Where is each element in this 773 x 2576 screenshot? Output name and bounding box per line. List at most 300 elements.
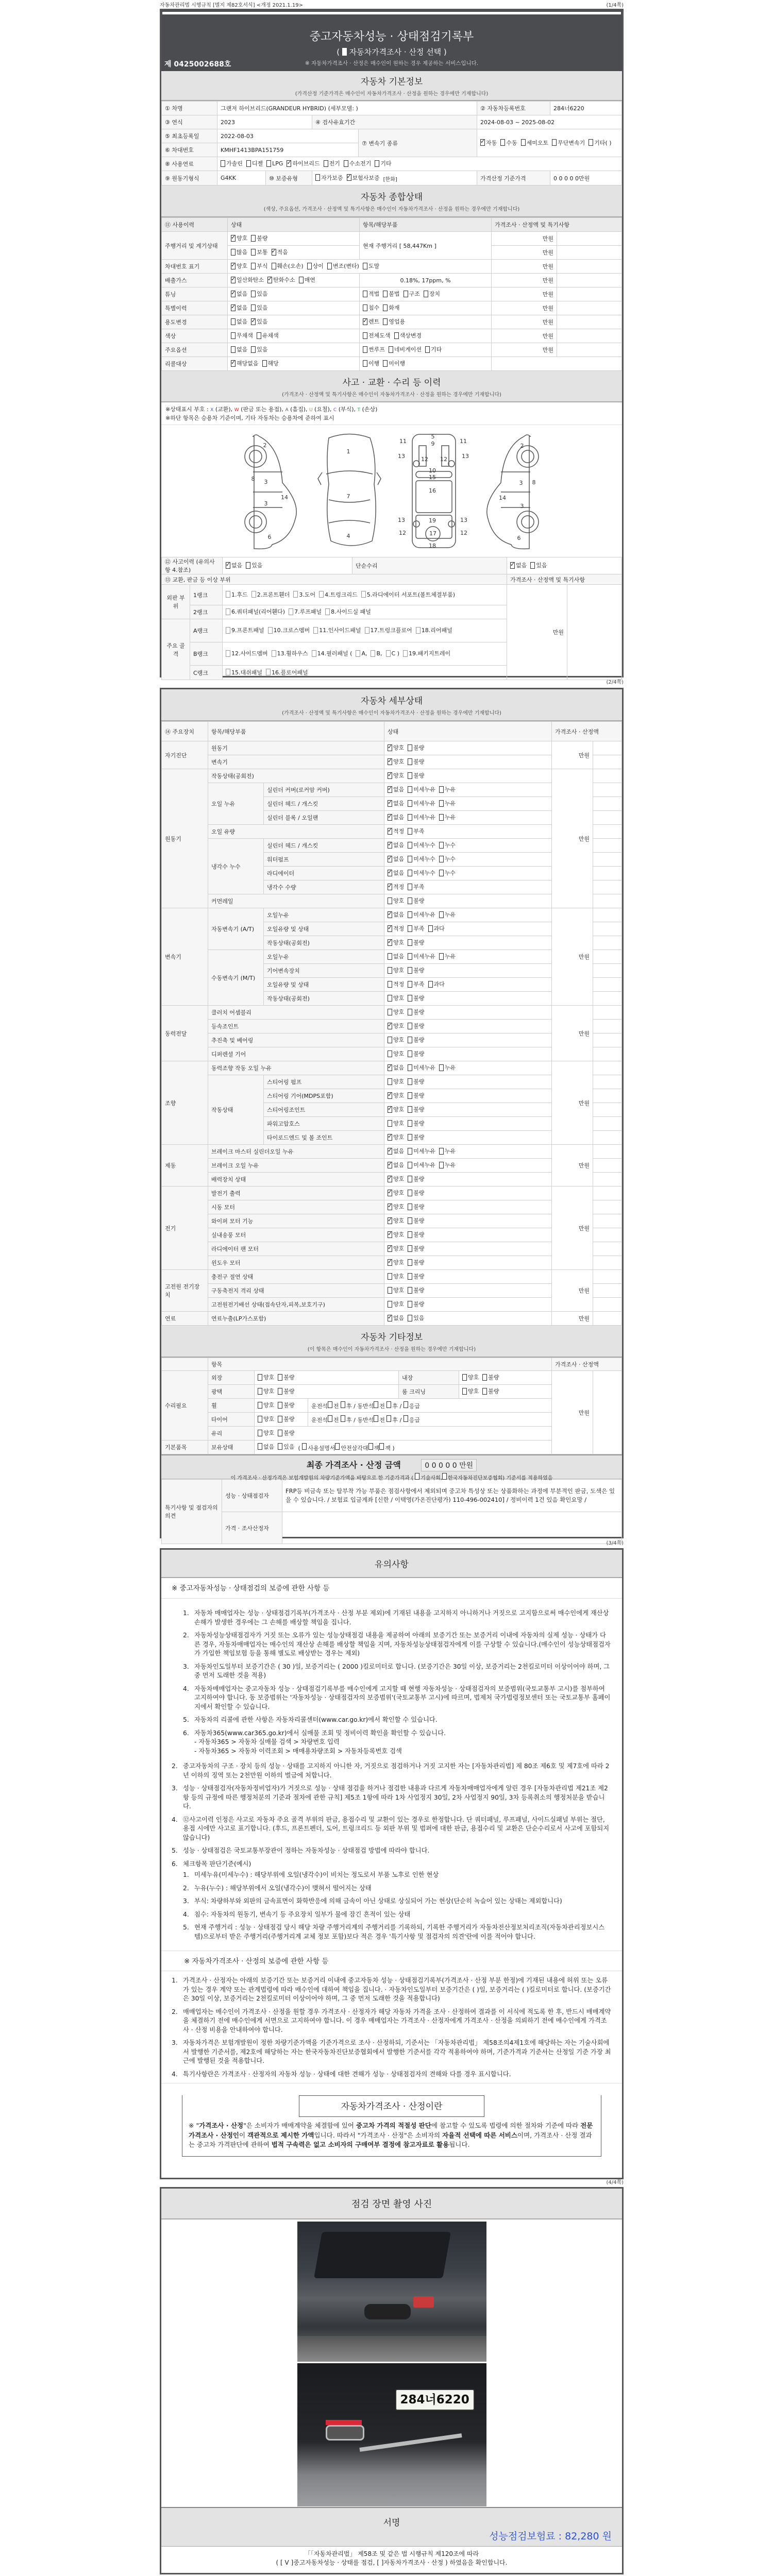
checkbox[interactable] — [408, 1009, 412, 1015]
option[interactable]: 기타( ) — [589, 139, 611, 147]
option[interactable]: 과다 — [428, 980, 445, 988]
option[interactable]: 불량 — [408, 896, 424, 905]
option[interactable]: 양호 — [388, 1119, 404, 1127]
option[interactable]: 양호 — [388, 1286, 404, 1294]
checkbox[interactable] — [368, 1443, 373, 1450]
checkbox[interactable] — [425, 346, 430, 353]
checkbox[interactable] — [408, 786, 412, 793]
checkbox[interactable] — [278, 1416, 282, 1422]
checkbox[interactable] — [408, 911, 412, 918]
option[interactable]: 양호 — [258, 1401, 274, 1409]
option[interactable]: ✓ 양호 — [388, 1202, 404, 1211]
checkbox[interactable] — [403, 650, 408, 657]
checkbox[interactable] — [439, 800, 444, 807]
checkbox[interactable] — [408, 981, 412, 988]
checkbox[interactable] — [386, 1401, 391, 1408]
checkbox[interactable] — [251, 249, 256, 256]
option[interactable]: ✓ 없음 — [226, 561, 242, 569]
option[interactable]: ✓ 양호 — [388, 1230, 404, 1239]
option[interactable]: ✓ 양호 — [388, 743, 404, 752]
option[interactable]: 불량 — [408, 1244, 424, 1252]
checkbox[interactable] — [289, 608, 293, 615]
option[interactable]: ✓ 하이브리드 — [287, 159, 320, 167]
option[interactable]: 수동 — [500, 139, 517, 147]
checkbox[interactable] — [388, 897, 392, 904]
option[interactable]: 미세누수 — [408, 869, 435, 877]
option[interactable]: ✓ 없음 — [388, 1147, 404, 1155]
option[interactable]: ✓ 없음 — [388, 869, 404, 877]
checkbox[interactable] — [408, 814, 412, 821]
checkbox[interactable] — [386, 650, 391, 657]
option[interactable]: 장치 — [424, 290, 440, 298]
checkbox[interactable] — [374, 1415, 378, 1422]
option[interactable]: 양호 — [258, 1387, 274, 1395]
option[interactable]: ✓ 적음 — [272, 248, 288, 256]
option[interactable]: 14.필러패널 ( — [312, 649, 352, 657]
checkbox[interactable] — [374, 1401, 378, 1408]
checkbox[interactable] — [315, 174, 320, 181]
checkbox[interactable] — [408, 1315, 412, 1321]
option[interactable]: 불량 — [408, 1091, 424, 1099]
checkbox[interactable] — [415, 1473, 419, 1480]
checkbox[interactable] — [371, 650, 375, 657]
checkbox[interactable] — [408, 1259, 412, 1266]
checkbox[interactable] — [231, 263, 236, 269]
checkbox[interactable] — [383, 304, 388, 311]
option[interactable]: 불량 — [408, 994, 424, 1002]
option[interactable]: 유채색 — [257, 331, 279, 340]
checkbox[interactable] — [231, 277, 236, 283]
option[interactable]: 불량 — [408, 1119, 424, 1127]
checkbox[interactable] — [231, 346, 236, 353]
checkbox[interactable] — [389, 346, 393, 353]
checkbox[interactable] — [388, 1287, 392, 1294]
price-survey-checkbox[interactable] — [342, 48, 347, 56]
checkbox[interactable] — [231, 360, 236, 367]
checkbox[interactable] — [299, 277, 304, 283]
checkbox[interactable] — [365, 627, 369, 634]
checkbox[interactable] — [258, 1430, 262, 1436]
option[interactable]: 10.크로스멤버 — [268, 626, 310, 634]
checkbox[interactable] — [231, 332, 236, 339]
checkbox[interactable] — [394, 332, 399, 339]
checkbox[interactable] — [278, 1374, 282, 1381]
checkbox[interactable] — [388, 1064, 392, 1071]
checkbox[interactable] — [386, 1415, 391, 1422]
option[interactable]: 불량 — [278, 1429, 294, 1437]
option[interactable]: 8.사이드실 패널 — [325, 607, 371, 616]
checkbox[interactable] — [408, 1078, 412, 1085]
checkbox[interactable] — [589, 139, 593, 146]
checkbox[interactable] — [231, 235, 236, 242]
option[interactable]: 기타 — [425, 345, 442, 353]
option[interactable]: 과다 — [428, 924, 445, 933]
option[interactable]: 17.트렁크플로어 — [365, 626, 412, 634]
checkbox[interactable] — [257, 332, 261, 339]
checkbox[interactable] — [363, 346, 367, 353]
option[interactable]: 없음 — [388, 952, 404, 960]
checkbox[interactable] — [278, 1388, 282, 1395]
option[interactable]: 양호 — [462, 1387, 479, 1395]
checkbox[interactable] — [408, 1148, 412, 1155]
option[interactable]: 있음 — [251, 303, 267, 312]
option[interactable]: 2.프론트휀더 — [251, 590, 290, 599]
checkbox[interactable] — [388, 786, 392, 793]
checkbox[interactable] — [251, 291, 256, 297]
option[interactable]: 12.사이드멤버 — [226, 649, 268, 657]
checkbox[interactable] — [500, 139, 505, 146]
option[interactable]: 불량 — [408, 1077, 424, 1086]
option[interactable]: ✓ 양호 — [388, 1091, 404, 1099]
option[interactable]: 이행 — [363, 359, 379, 367]
option[interactable]: ✓ 양호 — [231, 262, 247, 270]
option[interactable]: 양호 — [388, 1049, 404, 1058]
option[interactable]: 9.프론트패널 — [226, 626, 264, 634]
checkbox[interactable] — [312, 650, 316, 657]
checkbox[interactable] — [388, 981, 392, 988]
checkbox[interactable] — [480, 139, 485, 146]
checkbox[interactable] — [408, 1023, 412, 1029]
checkbox[interactable] — [408, 800, 412, 807]
option[interactable]: 11.인사이드패널 — [313, 626, 361, 634]
checkbox[interactable] — [408, 828, 412, 835]
option[interactable]: LPG — [266, 160, 283, 167]
option[interactable]: ✓ 양호 — [388, 1189, 404, 1197]
option[interactable]: 침수 — [363, 303, 379, 312]
checkbox[interactable] — [408, 1134, 412, 1141]
checkbox[interactable] — [251, 263, 256, 269]
checkbox[interactable] — [462, 1374, 467, 1381]
checkbox[interactable] — [388, 1162, 392, 1168]
option[interactable]: 많음 — [231, 248, 247, 256]
option[interactable]: 미세누유 — [408, 1147, 435, 1155]
option[interactable]: B, — [371, 650, 382, 657]
checkbox[interactable] — [388, 856, 392, 862]
option[interactable]: 불량 — [251, 234, 267, 242]
checkbox[interactable] — [388, 772, 392, 779]
option[interactable]: 불량 — [408, 743, 424, 752]
checkbox[interactable] — [356, 650, 360, 657]
option[interactable]: 불량 — [408, 1105, 424, 1113]
option[interactable]: 부족 — [408, 883, 424, 891]
option[interactable]: 16.플로어패널 — [266, 668, 308, 676]
checkbox[interactable] — [258, 1443, 262, 1450]
option[interactable]: ✓ 없음 — [388, 785, 404, 793]
option[interactable]: 불량 — [408, 771, 424, 779]
checkbox[interactable] — [231, 304, 236, 311]
checkbox[interactable] — [388, 800, 392, 807]
option[interactable]: 13.휠하우스 — [272, 649, 308, 657]
option[interactable]: 있음 — [278, 1443, 294, 1451]
checkbox[interactable] — [267, 277, 272, 283]
checkbox[interactable] — [408, 1287, 412, 1294]
option[interactable]: ✓ 탄화수소 — [267, 276, 295, 284]
checkbox[interactable] — [388, 1106, 392, 1113]
checkbox[interactable] — [272, 263, 276, 269]
option[interactable]: ✓ 양호 — [388, 1258, 404, 1266]
checkbox[interactable] — [388, 1245, 392, 1252]
checkbox[interactable] — [231, 291, 236, 297]
option[interactable]: ✓ 일산화탄소 — [231, 276, 264, 284]
option[interactable]: 불량 — [482, 1373, 499, 1381]
checkbox[interactable] — [388, 1078, 392, 1085]
option[interactable]: 적법 — [363, 290, 379, 298]
option[interactable]: 양호 — [388, 1300, 404, 1308]
checkbox[interactable] — [302, 1443, 307, 1450]
checkbox[interactable] — [266, 669, 271, 675]
option[interactable]: 4.트렁크리드 — [319, 590, 358, 599]
checkbox[interactable] — [408, 744, 412, 751]
checkbox[interactable] — [408, 967, 412, 974]
checkbox[interactable] — [363, 304, 367, 311]
checkbox[interactable] — [404, 1401, 408, 1408]
checkbox[interactable] — [439, 1148, 444, 1155]
checkbox[interactable] — [428, 925, 433, 932]
checkbox[interactable] — [408, 1190, 412, 1196]
checkbox[interactable] — [388, 1037, 392, 1043]
checkbox[interactable] — [287, 160, 291, 167]
checkbox[interactable] — [408, 1231, 412, 1238]
checkbox[interactable] — [439, 786, 444, 793]
checkbox[interactable] — [408, 1301, 412, 1308]
checkbox[interactable] — [388, 1301, 392, 1308]
option[interactable]: 불량 — [482, 1387, 499, 1395]
checkbox[interactable] — [388, 1023, 392, 1029]
checkbox[interactable] — [226, 650, 230, 657]
checkbox[interactable] — [388, 744, 392, 751]
option[interactable]: 변조(변타) — [327, 262, 359, 270]
option[interactable]: ✓ 양호 — [388, 1244, 404, 1252]
checkbox[interactable] — [344, 160, 348, 167]
option[interactable]: 해당 — [262, 359, 279, 367]
checkbox[interactable] — [258, 1388, 262, 1395]
checkbox[interactable] — [408, 856, 412, 862]
option[interactable]: ✓ 적정 — [388, 924, 404, 933]
checkbox[interactable] — [363, 332, 367, 339]
option[interactable]: ✓ 없음 — [231, 290, 247, 298]
option[interactable]: ✓ 없음 — [388, 813, 404, 821]
option[interactable]: 부식 — [251, 262, 267, 270]
option[interactable]: A, — [356, 650, 367, 657]
option[interactable]: 누유 — [439, 1161, 456, 1169]
option[interactable]: 불량 — [408, 1286, 424, 1294]
option[interactable]: 불량 — [408, 1272, 424, 1280]
option[interactable]: 매연 — [299, 276, 315, 284]
checkbox[interactable] — [246, 160, 251, 167]
option[interactable]: 불량 — [408, 1022, 424, 1030]
option[interactable]: ✓ 양호 — [388, 771, 404, 779]
option[interactable]: 누유 — [439, 1063, 456, 1072]
checkbox[interactable] — [341, 1401, 345, 1408]
option[interactable]: 양호 — [462, 1373, 479, 1381]
option[interactable]: 미세누유 — [408, 813, 435, 821]
option[interactable]: 무채색 — [231, 331, 253, 340]
option[interactable]: 불량 — [408, 1175, 424, 1183]
checkbox[interactable] — [388, 1050, 392, 1057]
option[interactable]: ✓ 없음 — [388, 855, 404, 863]
option[interactable]: 누유 — [439, 785, 456, 793]
option[interactable]: 불법 — [383, 290, 399, 298]
option[interactable]: 불량 — [408, 1258, 424, 1266]
option[interactable]: 미세누유 — [408, 910, 435, 919]
checkbox[interactable] — [388, 758, 392, 765]
checkbox[interactable] — [226, 627, 230, 634]
option[interactable]: 전기 — [324, 159, 340, 167]
checkbox[interactable] — [408, 1092, 412, 1099]
option[interactable]: 양호 — [388, 966, 404, 974]
option[interactable]: ✓ 양호 — [388, 1175, 404, 1183]
checkbox[interactable] — [408, 939, 412, 946]
checkbox[interactable] — [221, 160, 225, 167]
checkbox[interactable] — [408, 842, 412, 849]
checkbox[interactable] — [226, 669, 230, 675]
option[interactable]: 양호 — [388, 896, 404, 905]
option[interactable]: 6.쿼터패널(리어휀다) — [226, 607, 285, 616]
checkbox[interactable] — [442, 1473, 447, 1480]
option[interactable]: ✓ 없음 — [388, 841, 404, 849]
checkbox[interactable] — [313, 627, 318, 634]
checkbox[interactable] — [510, 562, 515, 569]
checkbox[interactable] — [251, 304, 256, 311]
checkbox[interactable] — [521, 139, 526, 146]
checkbox[interactable] — [319, 591, 324, 598]
option[interactable]: 누유 — [439, 952, 456, 960]
checkbox[interactable] — [408, 995, 412, 1002]
option[interactable]: ✓ 양호 — [388, 938, 404, 946]
option[interactable]: 불량 — [408, 1216, 424, 1225]
checkbox[interactable] — [482, 1388, 487, 1395]
option[interactable]: ✓ 양호 — [388, 1022, 404, 1030]
option[interactable]: 세미오토 — [521, 139, 549, 147]
checkbox[interactable] — [388, 1176, 392, 1182]
checkbox[interactable] — [258, 1374, 262, 1381]
checkbox[interactable] — [363, 263, 367, 269]
checkbox[interactable] — [388, 1092, 392, 1099]
option[interactable]: ✓ 없음 — [231, 303, 247, 312]
checkbox[interactable] — [325, 608, 330, 615]
checkbox[interactable] — [388, 911, 392, 918]
checkbox[interactable] — [408, 953, 412, 960]
option[interactable]: ✓ 없음 — [510, 561, 527, 569]
checkbox[interactable] — [408, 1050, 412, 1057]
option[interactable]: 가솔린 — [221, 159, 243, 167]
option[interactable]: ✓ 없음 — [388, 1161, 404, 1169]
checkbox[interactable] — [383, 318, 388, 325]
checkbox[interactable] — [388, 1315, 392, 1321]
checkbox[interactable] — [363, 318, 367, 325]
option[interactable]: 1.후드 — [226, 590, 248, 599]
option[interactable]: 전체도색 — [363, 331, 391, 340]
option[interactable]: 미세누수 — [408, 841, 435, 849]
option[interactable]: 누수 — [439, 841, 456, 849]
checkbox[interactable] — [408, 870, 412, 876]
checkbox[interactable] — [278, 1402, 282, 1409]
checkbox[interactable] — [388, 953, 392, 960]
checkbox[interactable] — [388, 1120, 392, 1127]
checkbox[interactable] — [251, 591, 256, 598]
option[interactable]: ✓ 없음 — [388, 799, 404, 807]
checkbox[interactable] — [328, 1401, 332, 1408]
checkbox[interactable] — [324, 160, 328, 167]
checkbox[interactable] — [388, 884, 392, 890]
checkbox[interactable] — [439, 953, 444, 960]
option[interactable]: 양호 — [388, 1008, 404, 1016]
checkbox[interactable] — [388, 870, 392, 876]
checkbox[interactable] — [439, 842, 444, 849]
checkbox[interactable] — [363, 360, 367, 367]
option[interactable]: ✓ 없음 — [388, 910, 404, 919]
checkbox[interactable] — [388, 814, 392, 821]
checkbox[interactable] — [439, 870, 444, 876]
option[interactable]: 적정 — [388, 980, 404, 988]
checkbox[interactable] — [231, 318, 236, 325]
option[interactable]: 있음 — [251, 290, 267, 298]
checkbox[interactable] — [408, 1120, 412, 1127]
checkbox[interactable] — [226, 608, 230, 615]
checkbox[interactable] — [428, 981, 433, 988]
checkbox[interactable] — [266, 160, 271, 167]
option[interactable]: ✓ 양호 — [388, 1216, 404, 1225]
checkbox[interactable] — [327, 263, 332, 269]
option[interactable]: 불량 — [408, 1133, 424, 1141]
option[interactable]: ✓ 적정 — [388, 827, 404, 835]
option[interactable]: 무단변속기 — [552, 139, 585, 147]
option[interactable]: 영업용 — [383, 317, 405, 326]
option[interactable]: 미세누유 — [408, 952, 435, 960]
option[interactable]: 썬루프 — [363, 345, 385, 353]
checkbox[interactable] — [388, 1190, 392, 1196]
checkbox[interactable] — [383, 360, 388, 367]
option[interactable]: 불량 — [408, 757, 424, 766]
option[interactable]: 기타 — [375, 159, 391, 167]
option[interactable]: 양호 — [258, 1429, 274, 1437]
option[interactable]: 불량 — [408, 1189, 424, 1197]
option[interactable]: 훼손(오손) — [272, 262, 304, 270]
checkbox[interactable] — [552, 139, 557, 146]
option[interactable]: 양호 — [258, 1415, 274, 1423]
checkbox[interactable] — [272, 650, 276, 657]
checkbox[interactable] — [363, 291, 367, 297]
option[interactable]: 불량 — [408, 1008, 424, 1016]
checkbox[interactable] — [388, 925, 392, 932]
option[interactable]: 양호 — [388, 994, 404, 1002]
checkbox[interactable] — [335, 1443, 340, 1450]
checkbox[interactable] — [439, 814, 444, 821]
option[interactable]: 불량 — [408, 1202, 424, 1211]
checkbox[interactable] — [361, 591, 366, 598]
option[interactable]: ✓ 보험사보증 — [347, 174, 380, 182]
option[interactable]: 누수 — [439, 869, 456, 877]
checkbox[interactable] — [226, 562, 230, 569]
checkbox[interactable] — [408, 1037, 412, 1043]
checkbox[interactable] — [408, 897, 412, 904]
option[interactable]: 불량 — [408, 938, 424, 946]
checkbox[interactable] — [482, 1374, 487, 1381]
checkbox[interactable] — [408, 1162, 412, 1168]
checkbox[interactable] — [307, 263, 312, 269]
option[interactable]: 자가보증 — [315, 174, 343, 182]
checkbox[interactable] — [530, 562, 535, 569]
option[interactable]: ✓ 자동 — [480, 139, 497, 147]
option[interactable]: 7.루프패널 — [289, 607, 322, 616]
option[interactable]: 불량 — [408, 1049, 424, 1058]
option[interactable]: 미세누유 — [408, 1161, 435, 1169]
checkbox[interactable] — [293, 591, 298, 598]
checkbox[interactable] — [272, 249, 276, 256]
option[interactable]: 보통 — [251, 248, 267, 256]
checkbox[interactable] — [262, 360, 267, 367]
option[interactable]: 네비게이션 — [389, 345, 422, 353]
